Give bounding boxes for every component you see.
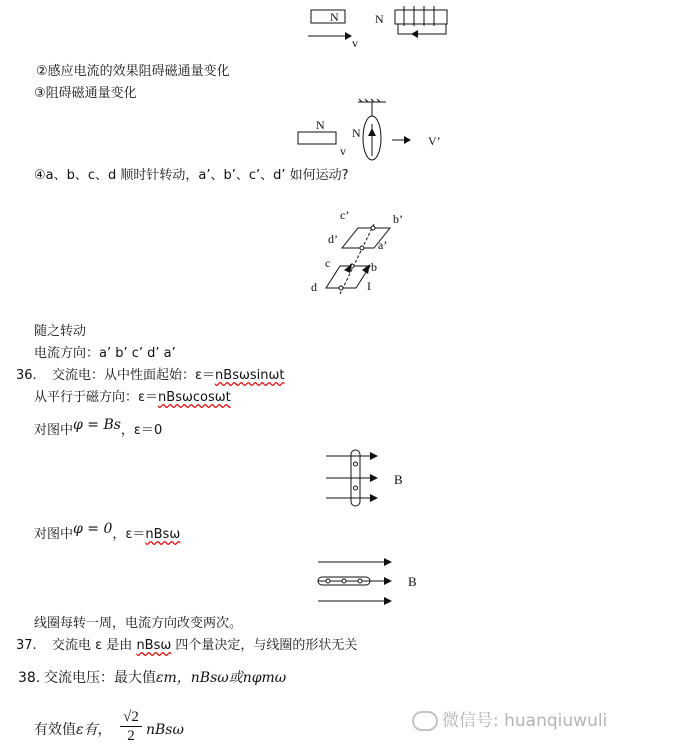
case2-suffix-prefix: ，ε＝ — [112, 527, 146, 542]
case2-formula: φ = 0 — [73, 521, 113, 537]
coil-pole-label: N — [375, 12, 384, 26]
field5-label: B — [408, 574, 417, 589]
rms-numerator: √2 — [123, 709, 139, 725]
case1-formula: φ = Bs — [73, 417, 121, 433]
velocity-label: v — [352, 36, 358, 50]
field5-arrowhead-bottom — [384, 597, 392, 605]
label-a-prime: a’ — [378, 238, 388, 252]
velocity-arrowhead — [345, 32, 352, 40]
label-current: I — [367, 279, 371, 293]
coil-pivot-top — [354, 462, 358, 466]
field5-arrowhead-mid — [384, 577, 392, 585]
figure-3-svg — [0, 210, 682, 310]
wechat-icon — [412, 711, 438, 731]
axis-pivot-bottom — [339, 286, 343, 290]
label-c: c — [325, 256, 331, 270]
s38-comma: ， — [97, 722, 112, 738]
s38-max-formula: εm，nBsω或nφmω — [156, 670, 287, 686]
coil5-pivot-mid — [342, 579, 346, 583]
current-arrowhead — [411, 30, 418, 38]
section-38-rms — [34, 722, 112, 738]
section-38-number: 38. — [18, 670, 41, 686]
ring-velocity-arrowhead — [404, 136, 411, 144]
axis-pivot-mid — [360, 246, 364, 250]
section-37-number: 37. — [16, 638, 37, 653]
figure-4-svg — [0, 448, 682, 518]
rms-fraction — [120, 708, 142, 745]
section-36-end: 线圈每转一周，电流方向改变两次。 — [34, 616, 243, 631]
answer-4-line1: 随之转动 — [34, 324, 87, 339]
item-4: ④a、b、c、d 顺时针转动，a’、b’、c’、d’ 如何运动? — [34, 168, 349, 183]
field-arrowhead-bottom — [370, 494, 378, 502]
label-d-prime: d’ — [328, 232, 338, 246]
velocity-prime-label: V’ — [428, 134, 441, 148]
coil-solenoid — [395, 10, 447, 24]
line2-formula: nBsωcosωt — [158, 390, 231, 405]
s38-prefix: 交流电压：最大值 — [44, 670, 156, 686]
bar-magnet — [311, 10, 345, 23]
field5-arrowhead-top — [384, 558, 392, 566]
bar-magnet-2 — [298, 132, 336, 144]
label-c-prime: c’ — [340, 208, 350, 222]
coil5-pivot-left — [326, 579, 330, 583]
rms-denominator: 2 — [120, 726, 142, 745]
field-label: B — [394, 472, 403, 487]
rms-tail: nBsω — [146, 722, 184, 738]
section-38-max — [44, 670, 286, 686]
field-arrowhead-top — [370, 452, 378, 460]
answer-4-line2: 电流方向：a’ b’ c’ d’ a’ — [34, 346, 176, 361]
case1-prefix: 对图中 — [34, 423, 74, 438]
s38-rms-symbol: ε有 — [76, 722, 98, 738]
s37-formula: nBsω — [136, 638, 172, 653]
section-36-number: 36. — [16, 368, 37, 383]
label-b: b — [371, 260, 377, 274]
coil-windings — [404, 6, 434, 26]
item-3: ③阻碍磁通量变化 — [34, 86, 137, 101]
figure-5-svg — [0, 554, 682, 610]
s38-rms-prefix: 有效值 — [34, 722, 76, 738]
s37-prefix: 交流电 ε 是由 — [52, 638, 137, 653]
line1-formula: nBsωsinωt — [215, 368, 285, 383]
magnet-label: N — [330, 10, 339, 24]
coil-wire — [398, 24, 446, 34]
item-2: ②感应电流的效果阻碍磁通量变化 — [36, 64, 230, 79]
ring-current-arrow — [368, 128, 376, 136]
coil-pivot-bottom — [354, 486, 358, 490]
coil5-pivot-right — [358, 579, 362, 583]
case2-suffix-formula: nBsω — [145, 527, 181, 542]
line1-prefix: 交流电：从中性面起始：ε＝ — [52, 368, 216, 383]
s37-suffix: 四个量决定，与线圈的形状无关 — [171, 638, 358, 653]
watermark — [412, 706, 607, 731]
label-b-prime: b’ — [393, 212, 403, 226]
case1-suffix: ，ε＝0 — [120, 423, 163, 438]
field-arrowhead-mid — [370, 474, 378, 482]
line2-prefix: 从平行于磁方向：ε＝ — [34, 390, 159, 405]
label-d: d — [311, 280, 317, 294]
case-2 — [34, 521, 181, 543]
section-37-text — [52, 638, 357, 654]
case2-prefix: 对图中 — [34, 527, 74, 542]
figure-1-svg — [0, 0, 682, 60]
magnet-2-label: N — [316, 118, 325, 132]
axis-pivot-top — [371, 226, 375, 230]
section-36-line1 — [52, 368, 284, 384]
section-36-line2 — [34, 390, 231, 406]
velocity-2-label: v — [340, 144, 346, 158]
watermark-text: 微信号: huanqiuwuli — [442, 711, 608, 731]
case-1 — [34, 417, 163, 439]
ring-label: N — [352, 126, 361, 140]
